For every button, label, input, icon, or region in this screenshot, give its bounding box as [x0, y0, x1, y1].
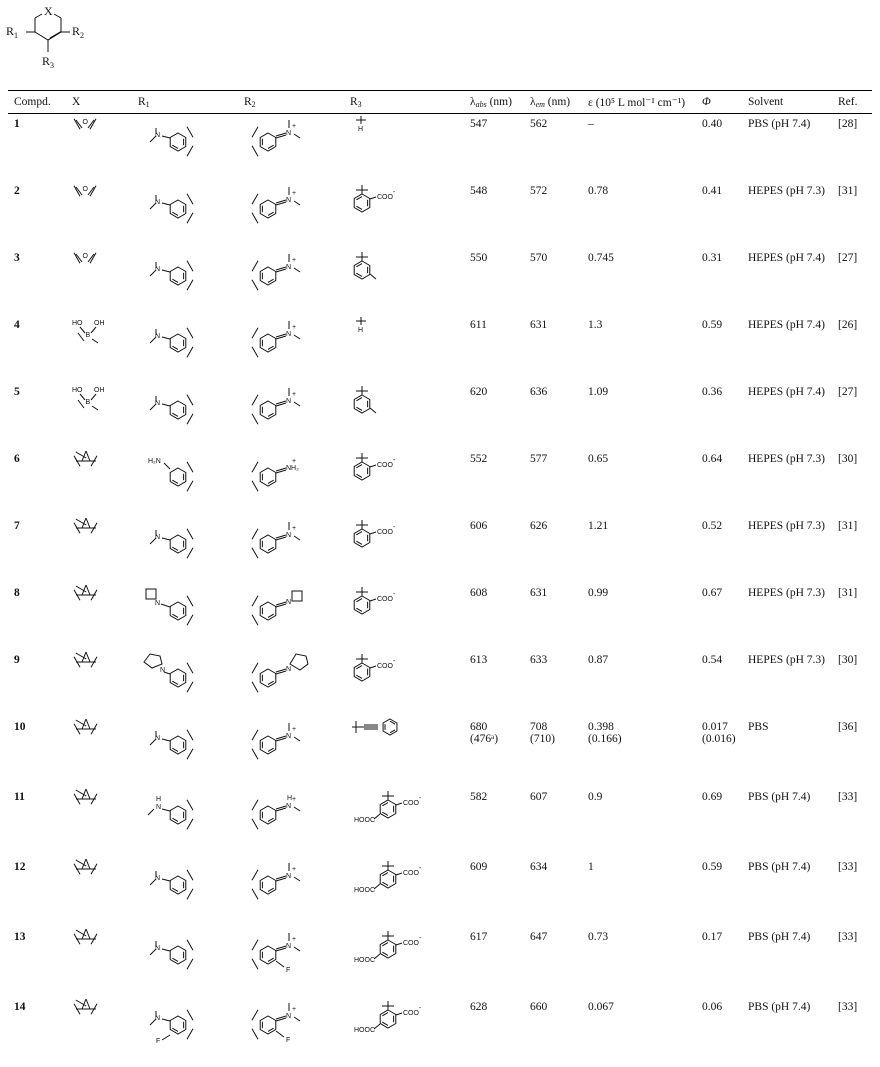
- svg-text:N: N: [286, 397, 292, 405]
- scaffold-x-label: X: [44, 4, 53, 18]
- lambda-em-cell: 562: [530, 118, 548, 130]
- header-r2: $R_2$: [238, 91, 344, 114]
- svg-text:F: F: [156, 1037, 161, 1045]
- r1-structure: [132, 114, 238, 181]
- r2-structure: [238, 382, 344, 449]
- svg-text:COO: COO: [377, 662, 393, 670]
- table-row: [8, 382, 872, 449]
- r1-structure: [132, 248, 238, 315]
- svg-text:NH₂: NH₂: [286, 464, 299, 472]
- solvent-cell: PBS (pH 7.4): [748, 1000, 811, 1013]
- header-lem: $\lambda_{em}$ (nm): [524, 91, 582, 114]
- r1-structure: [132, 449, 238, 516]
- svg-text:COO: COO: [377, 595, 393, 603]
- svg-text:HOOC: HOOC: [354, 956, 375, 964]
- svg-text:+: +: [292, 189, 297, 197]
- header-solvent: Solvent: [742, 91, 832, 114]
- r1-structure: [132, 927, 238, 997]
- x-structure: [66, 516, 132, 583]
- epsilon-cell: 0.87: [588, 653, 609, 666]
- scaffold-r3-label: $R_3$: [42, 54, 55, 70]
- r3-structure: [344, 382, 464, 449]
- svg-text:N: N: [155, 533, 161, 541]
- lambda-em-cell: 577: [530, 452, 548, 465]
- svg-text:+: +: [292, 323, 297, 331]
- svg-text:O: O: [82, 252, 88, 260]
- svg-text:COO: COO: [377, 193, 393, 201]
- epsilon-cell: –: [588, 118, 594, 130]
- table-row: [8, 449, 872, 516]
- svg-text:N: N: [286, 732, 292, 740]
- svg-text:+: +: [292, 123, 297, 130]
- compound-id: 3: [14, 251, 20, 264]
- r2-structure: [238, 248, 344, 315]
- lambda-abs-cell: 617: [470, 930, 488, 943]
- r3-structure: [344, 114, 464, 181]
- compound-id: 9: [14, 653, 20, 666]
- table-row: [8, 114, 872, 181]
- phi-cell: 0.52: [702, 519, 723, 532]
- compound-id: 2: [14, 184, 20, 197]
- lambda-abs-cell: 609: [470, 860, 488, 873]
- svg-text:N: N: [160, 666, 166, 674]
- svg-text:+: +: [292, 865, 297, 873]
- svg-text:B: B: [85, 398, 91, 406]
- svg-text:+: +: [292, 457, 297, 465]
- solvent-cell: HEPES (pH 7.4): [748, 385, 825, 398]
- solvent-cell: PBS (pH 7.4): [748, 930, 811, 943]
- header-r3: $R_3$: [344, 91, 464, 114]
- x-structure: [66, 787, 132, 857]
- r1-structure: [132, 717, 238, 787]
- lambda-abs-cell: 582: [470, 790, 488, 803]
- lambda-em-cell: 626: [530, 519, 548, 532]
- compound-id: 6: [14, 452, 20, 465]
- r3-structure: [344, 181, 464, 248]
- svg-text:F: F: [286, 966, 291, 974]
- svg-text:N: N: [155, 1014, 161, 1022]
- r1-structure: [132, 583, 238, 650]
- epsilon-cell: 0.745: [588, 251, 614, 264]
- r1-structure: [132, 787, 238, 857]
- solvent-cell: HEPES (pH 7.4): [748, 318, 825, 331]
- phi-cell: 0.64: [702, 452, 723, 465]
- svg-text:N: N: [286, 598, 292, 606]
- solvent-cell: HEPES (pH 7.3): [748, 653, 825, 666]
- lambda-em-cell: 570: [530, 251, 548, 264]
- lambda-abs-cell: 548: [470, 184, 488, 197]
- phi-cell: 0.06: [702, 1000, 723, 1013]
- x-structure: [66, 583, 132, 650]
- phi-cell: 0.17: [702, 930, 723, 943]
- svg-text:N: N: [155, 198, 161, 206]
- lambda-em-cell: 636: [530, 385, 548, 398]
- svg-text:OH: OH: [94, 386, 105, 394]
- svg-text:N: N: [286, 802, 292, 810]
- solvent-cell: PBS (pH 7.4): [748, 860, 811, 873]
- r3-structure: [344, 787, 464, 857]
- r1-structure: [132, 997, 238, 1064]
- lambda-abs-cell: 608: [470, 586, 488, 599]
- table-row: [8, 248, 872, 315]
- ref-cell: [31]: [838, 586, 858, 599]
- lambda-abs-cell: 606: [470, 519, 488, 532]
- r2-structure: [238, 927, 344, 997]
- svg-text:-: -: [393, 590, 396, 598]
- ref-cell: [30]: [838, 653, 858, 666]
- svg-text:H: H: [358, 326, 364, 334]
- table-row: [8, 315, 872, 382]
- svg-text:O: O: [82, 185, 88, 193]
- x-structure: [66, 650, 132, 717]
- svg-text:HOOC: HOOC: [354, 886, 375, 894]
- svg-text:H: H: [358, 126, 364, 133]
- header-x: X: [66, 91, 132, 114]
- lambda-abs-cell: 613: [470, 653, 488, 666]
- r3-structure: [344, 315, 464, 382]
- compound-id: 4: [14, 318, 20, 331]
- solvent-cell: PBS (pH 7.4): [748, 790, 811, 803]
- solvent-cell: HEPES (pH 7.3): [748, 519, 825, 532]
- svg-text:B: B: [85, 331, 91, 339]
- r3-structure: [344, 449, 464, 516]
- lambda-em-cell: 634: [530, 860, 548, 873]
- lambda-em-cell: 631: [530, 318, 548, 331]
- r1-structure: [132, 516, 238, 583]
- x-structure: [66, 927, 132, 997]
- header-r1: $R_1$: [132, 91, 238, 114]
- svg-text:+: +: [292, 1005, 297, 1013]
- svg-text:N: N: [155, 399, 161, 407]
- ref-cell: [30]: [838, 452, 858, 465]
- phi-cell: 0.36: [702, 385, 723, 398]
- solvent-cell: PBS (pH 7.4): [748, 118, 811, 130]
- r3-structure: [344, 927, 464, 997]
- ref-cell: [27]: [838, 251, 858, 264]
- svg-text:N: N: [286, 872, 292, 880]
- ref-cell: [36]: [838, 720, 858, 733]
- ref-cell: [27]: [838, 385, 858, 398]
- svg-text:H: H: [287, 794, 293, 802]
- table-row: [8, 927, 872, 997]
- compound-id: 7: [14, 519, 20, 532]
- r3-structure: [344, 650, 464, 717]
- header-labs: $\lambda_{abs}$ (nm): [464, 91, 524, 114]
- svg-text:+: +: [292, 256, 297, 264]
- svg-text:-: -: [393, 657, 396, 665]
- lambda-em-cell: 660: [530, 1000, 548, 1013]
- phi-cell: 0.69: [702, 790, 723, 803]
- compound-id: 13: [14, 930, 26, 943]
- ref-cell: [31]: [838, 184, 858, 197]
- svg-text:N: N: [286, 196, 292, 204]
- x-structure: [66, 382, 132, 449]
- r2-structure: [238, 449, 344, 516]
- epsilon-cell: 0.99: [588, 586, 609, 599]
- header-compd: Compd.: [8, 91, 66, 114]
- svg-text:-: -: [419, 934, 422, 942]
- svg-text:HO: HO: [72, 319, 83, 327]
- lambda-em-cell: 647: [530, 930, 548, 943]
- svg-text:N: N: [286, 942, 292, 950]
- phi-cell: 0.31: [702, 251, 723, 264]
- table-row: [8, 583, 872, 650]
- phi-cell: 0.40: [702, 118, 723, 130]
- svg-text:COO: COO: [403, 799, 419, 807]
- lambda-abs-cell: 628: [470, 1000, 488, 1013]
- compound-id: 10: [14, 720, 26, 733]
- r3-structure: [344, 997, 464, 1064]
- r3-structure: [344, 857, 464, 927]
- svg-text:-: -: [393, 523, 396, 531]
- r2-structure: [238, 787, 344, 857]
- lambda-abs-cell: 550: [470, 251, 488, 264]
- svg-text:-: -: [419, 1004, 422, 1012]
- ref-cell: [31]: [838, 519, 858, 532]
- scaffold-structure: [2, 2, 112, 72]
- lambda-em-cell: 572: [530, 184, 548, 197]
- svg-text:+: +: [292, 935, 297, 943]
- svg-text:+: +: [292, 390, 297, 398]
- header-phi: Φ: [696, 91, 742, 114]
- r2-structure: [238, 181, 344, 248]
- svg-text:+: +: [292, 524, 297, 532]
- solvent-cell: HEPES (pH 7.3): [748, 184, 825, 197]
- lambda-abs-cell: 547: [470, 118, 488, 130]
- phi-cell: 0.59: [702, 318, 723, 331]
- svg-text:-: -: [393, 456, 396, 464]
- x-structure: [66, 114, 132, 181]
- phi-cell: 0.017 (0.016): [702, 720, 736, 745]
- svg-text:HOOC: HOOC: [354, 816, 375, 824]
- header-row: [8, 91, 872, 114]
- svg-text:N: N: [286, 1012, 292, 1020]
- x-structure: [66, 248, 132, 315]
- svg-text:-: -: [419, 794, 422, 802]
- svg-text:N: N: [155, 874, 161, 882]
- solvent-cell: HEPES (pH 7.4): [748, 251, 825, 264]
- svg-text:O: O: [82, 119, 88, 126]
- svg-text:+: +: [292, 725, 297, 733]
- phi-cell: 0.67: [702, 586, 723, 599]
- ref-cell: [33]: [838, 790, 858, 803]
- x-structure: [66, 997, 132, 1064]
- lambda-em-cell: 633: [530, 653, 548, 666]
- r2-structure: [238, 583, 344, 650]
- svg-text:HOOC: HOOC: [354, 1026, 375, 1034]
- svg-text:N: N: [155, 599, 161, 607]
- x-structure: [66, 717, 132, 787]
- r1-structure: [132, 857, 238, 927]
- lambda-em-cell: 607: [530, 790, 548, 803]
- svg-text:+: +: [292, 795, 297, 803]
- svg-text:F: F: [286, 1036, 291, 1044]
- table-row: [8, 516, 872, 583]
- r2-structure: [238, 114, 344, 181]
- svg-text:N: N: [286, 531, 292, 539]
- epsilon-cell: 1: [588, 860, 594, 873]
- svg-text:N: N: [286, 330, 292, 338]
- ref-cell: [33]: [838, 860, 858, 873]
- svg-text:N: N: [155, 132, 161, 139]
- lambda-em-cell: 708 (710): [530, 720, 555, 745]
- ref-cell: [26]: [838, 318, 858, 331]
- phi-cell: 0.54: [702, 653, 723, 666]
- data-table: [8, 90, 872, 1064]
- solvent-cell: HEPES (pH 7.3): [748, 586, 825, 599]
- svg-text:N: N: [286, 665, 292, 673]
- lambda-em-cell: 631: [530, 586, 548, 599]
- compound-id: 5: [14, 385, 20, 398]
- r2-structure: [238, 315, 344, 382]
- svg-text:COO: COO: [377, 461, 393, 469]
- r3-structure: [344, 248, 464, 315]
- scaffold-r1-label: $R_1$: [6, 24, 19, 40]
- lambda-abs-cell: 620: [470, 385, 488, 398]
- r3-structure: [344, 516, 464, 583]
- svg-text:-: -: [419, 864, 422, 872]
- svg-text:OH: OH: [94, 319, 105, 327]
- epsilon-cell: 0.067: [588, 1000, 614, 1013]
- epsilon-cell: 0.9: [588, 790, 603, 803]
- x-structure: [66, 315, 132, 382]
- svg-text:N: N: [155, 944, 161, 952]
- scaffold-svg: [2, 2, 112, 72]
- x-structure: [66, 181, 132, 248]
- r2-structure: [238, 857, 344, 927]
- phi-cell: 0.41: [702, 184, 723, 197]
- svg-text:COO: COO: [377, 528, 393, 536]
- table-row: [8, 857, 872, 927]
- svg-text:COO: COO: [403, 939, 419, 947]
- table-row: [8, 997, 872, 1064]
- r1-structure: [132, 181, 238, 248]
- table-row: [8, 181, 872, 248]
- svg-text:N: N: [155, 265, 161, 273]
- svg-text:N: N: [156, 803, 162, 811]
- r2-structure: [238, 997, 344, 1064]
- svg-text:COO: COO: [403, 1009, 419, 1017]
- solvent-cell: HEPES (pH 7.3): [748, 452, 825, 465]
- svg-text:N: N: [286, 130, 292, 137]
- lambda-abs-cell: 611: [470, 318, 487, 331]
- lambda-abs-cell: 680 (476ᵃ): [470, 720, 499, 745]
- compound-id: 11: [14, 790, 25, 803]
- r2-structure: [238, 516, 344, 583]
- compound-id: 8: [14, 586, 20, 599]
- svg-text:H: H: [156, 795, 162, 803]
- epsilon-cell: 1.3: [588, 318, 603, 331]
- epsilon-cell: 1.21: [588, 519, 609, 532]
- header-epsilon: ε (10⁵ L mol⁻¹ cm⁻¹): [582, 91, 696, 114]
- ref-cell: [33]: [838, 930, 858, 943]
- r2-structure: [238, 650, 344, 717]
- epsilon-cell: 0.78: [588, 184, 609, 197]
- phi-cell: 0.59: [702, 860, 723, 873]
- svg-text:COO: COO: [403, 869, 419, 877]
- r1-structure: [132, 382, 238, 449]
- svg-text:-: -: [393, 188, 396, 196]
- r3-structure: [344, 583, 464, 650]
- svg-text:HO: HO: [72, 386, 83, 394]
- ref-cell: [28]: [838, 118, 858, 130]
- table-row: [8, 717, 872, 787]
- r1-structure: [132, 315, 238, 382]
- r3-structure: [344, 717, 464, 787]
- solvent-cell: PBS: [748, 720, 769, 733]
- header-ref: Ref.: [832, 91, 872, 114]
- table-row: [8, 650, 872, 717]
- x-structure: [66, 857, 132, 927]
- x-structure: [66, 449, 132, 516]
- svg-text:N: N: [286, 263, 292, 271]
- svg-text:N: N: [155, 332, 161, 340]
- r2-structure: [238, 717, 344, 787]
- epsilon-cell: 0.65: [588, 452, 609, 465]
- compound-id: 1: [14, 118, 20, 130]
- epsilon-cell: 0.398 (0.166): [588, 720, 622, 745]
- lambda-abs-cell: 552: [470, 452, 488, 465]
- table-row: [8, 787, 872, 857]
- ref-cell: [33]: [838, 1000, 858, 1013]
- compound-id: 12: [14, 860, 26, 873]
- epsilon-cell: 0.73: [588, 930, 609, 943]
- compound-id: 14: [14, 1000, 26, 1013]
- svg-text:N: N: [155, 734, 161, 742]
- r1-structure: [132, 650, 238, 717]
- scaffold-r2-label: $R_2$: [72, 24, 85, 40]
- epsilon-cell: 1.09: [588, 385, 609, 398]
- svg-text:H₂N: H₂N: [148, 457, 161, 465]
